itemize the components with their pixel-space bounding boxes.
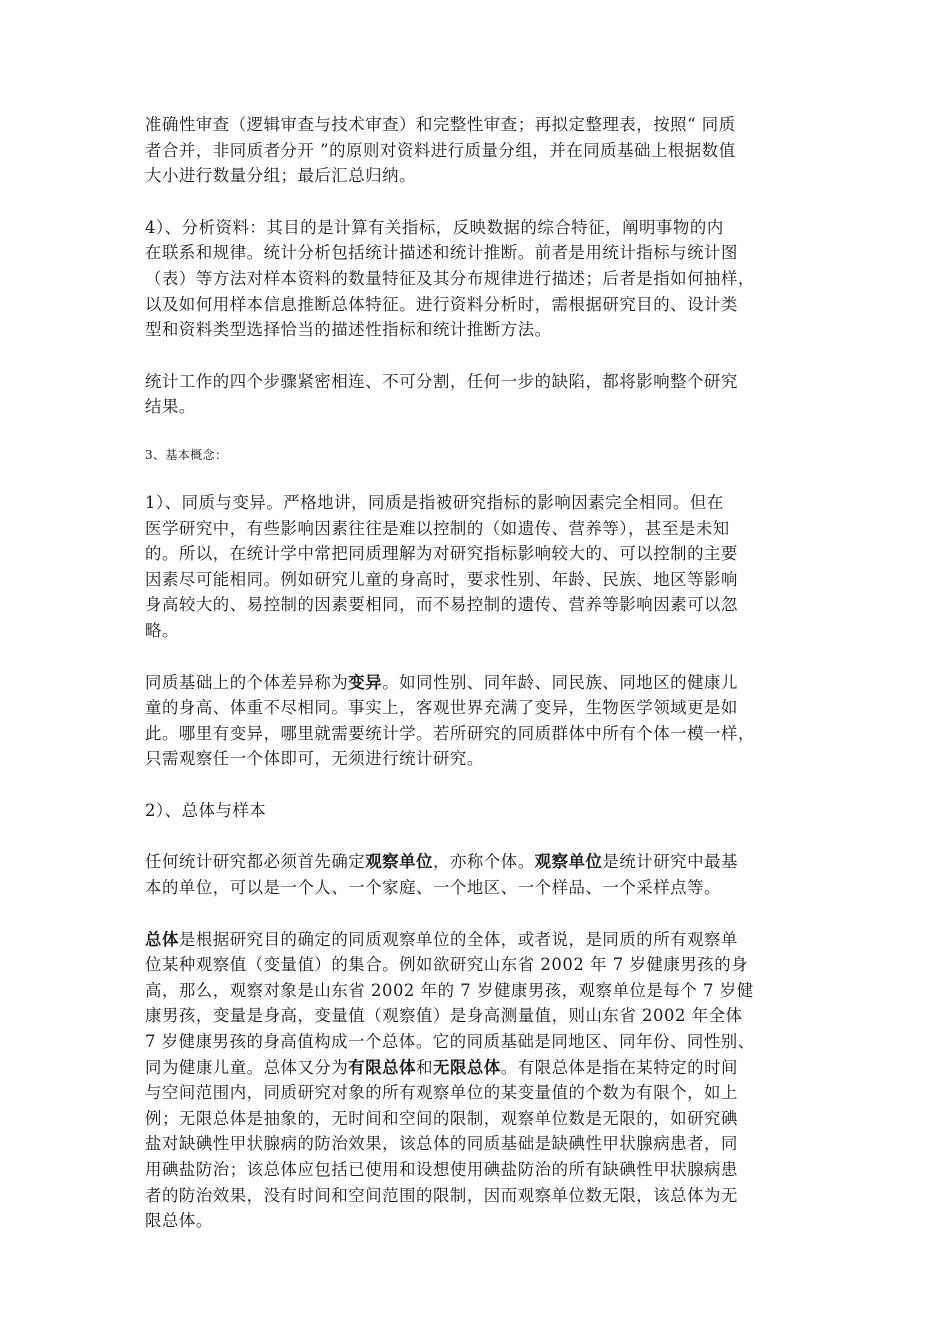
text-line: 1）、同质与变异。严格地讲，同质是指被研究指标的影响因素完全相同。但在 [145,492,724,512]
text-run: 和 [416,1057,434,1077]
paragraph-analyze-data [145,215,815,343]
text-line: 因素尽可能相同。例如研究儿童的身高时，要求性别、年龄、民族、地区等影响 [145,569,738,589]
term-observation-unit: 观察单位 [534,852,603,872]
text-run: ，亦称个体。 [433,852,535,872]
text-line: 身高较大的、易控制的因素要相同，而不易控制的遗传、营养等影响因素可以忽 [145,595,738,615]
paragraph-observation-unit [145,849,815,900]
document-page [145,112,815,1260]
text-line: 此。哪里有变异，哪里就需要统计学。若所研究的同质群体中所有个体一模一样， [145,723,755,743]
text-line: 以及如何用样本信息推断总体特征。进行资料分析时，需根据研究目的、设计类 [145,294,738,314]
paragraph-variation-definition [145,670,815,772]
text-run: 任何统计研究都必须首先确定 [145,852,366,872]
subheading-population-sample: 2）、总体与样本 [145,800,267,820]
text-line: 在联系和规律。统计分析包括统计描述和统计推断。前者是用统计指标与统计图 [145,243,738,263]
paragraph-organize-data [145,112,815,189]
text-line: 者合并，非同质者分开 ”的原则对资料进行质量分组，并在同质基础上根据数值 [145,140,736,160]
text-line: 康男孩，变量是身高，变量值（观察值）是身高测量值，则山东省 2002 年全体 [145,1006,743,1026]
text-line: （表）等方法对样本资料的数量特征及其分布规律进行描述；后者是指如何抽样， [145,268,755,288]
text-line [145,670,815,696]
text-line: 例；无限总体是抽象的，无时间和空间的限制，观察单位数是无限的，如研究碘 [145,1108,738,1128]
text-line: 7 岁健康男孩的身高值构成一个总体。它的同质基础是同地区、同年份、同性别、 [145,1032,755,1052]
text-line: 型和资料类型选择恰当的描述性指标和统计推断方法。 [145,320,552,340]
paragraph-four-steps [145,369,815,420]
text-line: 只需观察任一个体即可，无须进行统计研究。 [145,749,484,769]
text-line: 本的单位，可以是一个人、一个家庭、一个地区、一个样品、一个采样点等。 [145,878,721,898]
paragraph-homogeneity-variation [145,490,815,644]
text-line [145,927,815,953]
text-line: 大小进行数量分组；最后汇总归纳。 [145,166,417,186]
paragraph-population-definition [145,927,815,1234]
text-line [145,849,815,875]
text-line: 的。所以，在统计学中常把同质理解为对研究指标影响较大的、可以控制的主要 [145,544,738,564]
text-run: 。有限总体是指在某特定的时间 [500,1057,738,1077]
text-run: 是根据研究目的确定的同质观察单位的全体，或者说，是同质的所有观察单 [178,929,738,949]
term-observation-unit: 观察单位 [365,852,433,872]
text-line: 盐对缺碘性甲状腺病的防治效果，该总体的同质基础是缺碘性甲状腺病患者，同 [145,1134,738,1154]
text-line: 用碘盐防治；该总体应包括已使用和设想使用碘盐防治的所有缺碘性甲状腺病患 [145,1160,738,1179]
text-line: 限总体。 [145,1211,213,1231]
text-line: 略。 [145,620,179,640]
text-line: 结果。 [145,397,196,417]
text-line: 4）、分析资料：其目的是计算有关指标，反映数据的综合特征，阐明事物的内 [145,217,724,237]
text-run: 是统计研究中最基 [602,852,738,872]
text-line: 与空间范围内，同质研究对象的所有观察单位的某变量值的个数为有限个，如上 [145,1083,738,1103]
text-run: 同质基础上的个体差异称为 [145,672,349,692]
text-line [145,1055,815,1081]
term-infinite-population: 无限总体 [433,1057,501,1077]
text-run: 同为健康儿童。总体又分为 [145,1057,349,1077]
text-line: 医学研究中，有些影响因素往往是难以控制的（如遗传、营养等），甚至是未知 [145,518,730,538]
text-line: 童的身高、体重不尽相同。事实上，客观世界充满了变异，生物医学领域更是如 [145,698,738,718]
text-line: 准确性审查（逻辑审查与技术审查）和完整性审查；再拟定整理表，按照“ 同质 [145,115,736,134]
section-heading-basic-concepts: 3、基本概念： [145,447,228,462]
text-line: 位某种观察值（变量值）的集合。例如欲研究山东省 2002 年 7 岁健康男孩的身 [145,955,749,975]
term-variation: 变异 [348,672,383,692]
text-line: 高，那么，观察对象是山东省 2002 年的 7 岁健康男孩，观察单位是每个 7 岁健 [145,980,754,1000]
term-population: 总体 [145,929,179,949]
text-line: 者的防治效果，没有时间和空间范围的限制，因而观察单位数无限，该总体为无 [145,1185,738,1205]
term-finite-population: 有限总体 [348,1057,417,1077]
text-run: 。如同性别、同年龄、同民族、同地区的健康儿 [382,672,738,692]
text-line: 统计工作的四个步骤紧密相连、不可分割，任何一步的缺陷，都将影响整个研究 [145,371,738,391]
